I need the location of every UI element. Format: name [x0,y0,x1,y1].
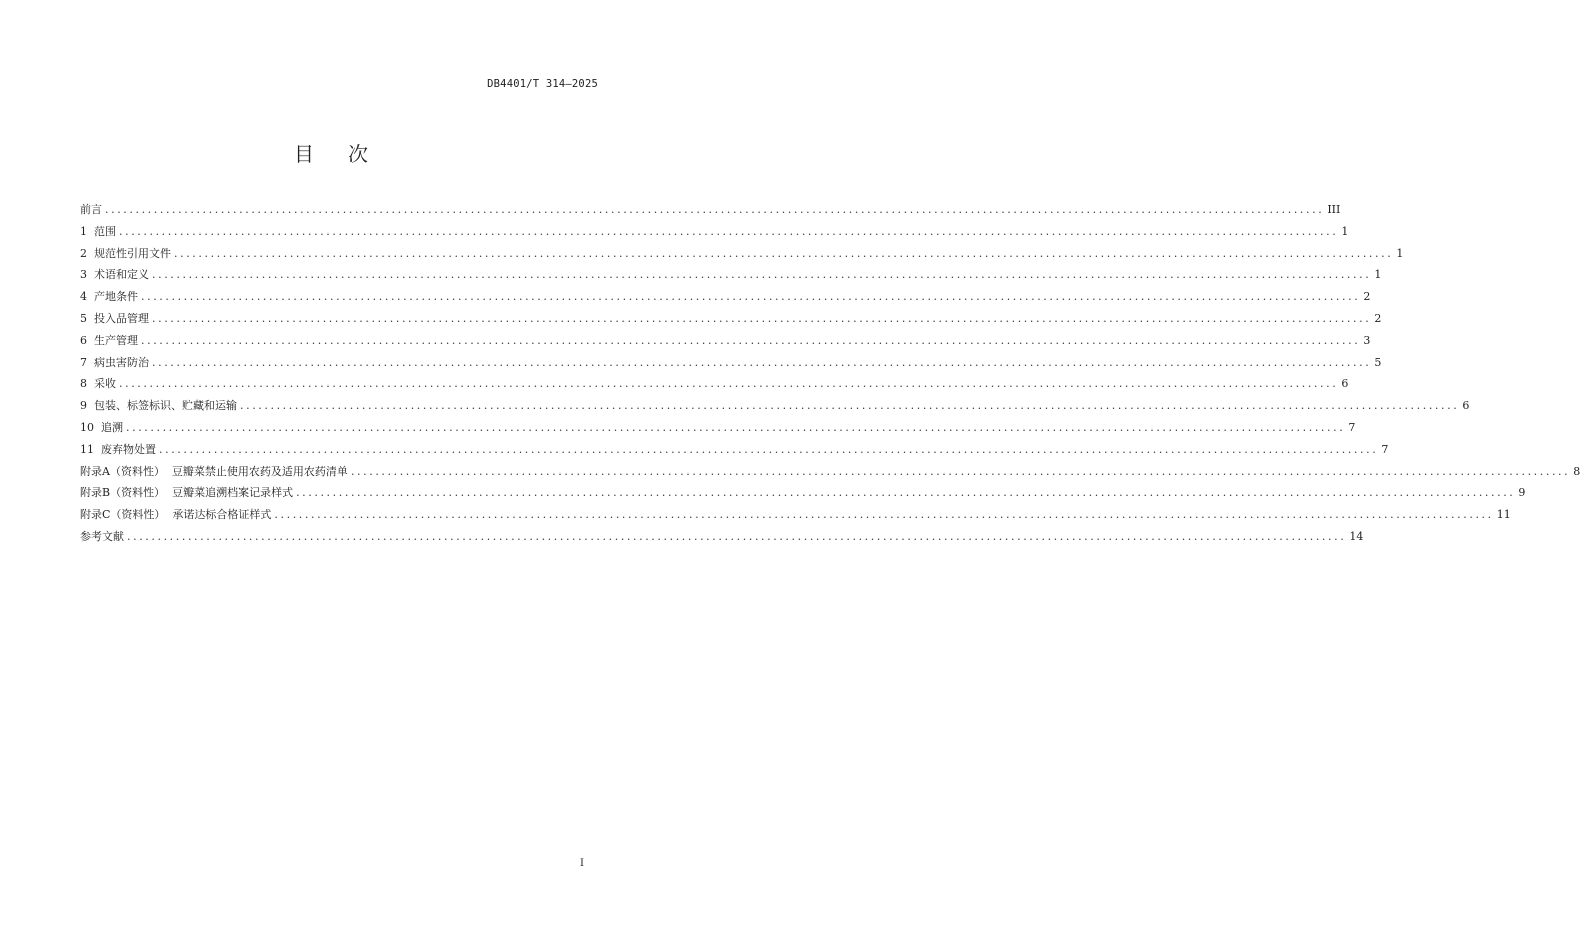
toc-entry-label: 9 包装、标签标识、贮藏和运输 [80,399,237,413]
toc-entry[interactable] [80,352,1382,374]
toc-entry[interactable] [80,243,1404,265]
toc-leader-dots: ........................................................................................................................................................................................................ [240,399,1460,413]
toc-leader-dots: ........................................................................................................................................................................................................ [141,290,1361,304]
toc-entry-label: 参考文献 [80,529,124,543]
toc-entry[interactable] [80,199,1341,221]
toc-leader-dots: ........................................................................................................................................................................................................ [119,377,1339,391]
toc-entry-label: 附录B（资料性） 豆瓣菜追溯档案记录样式 [80,486,294,500]
toc-entry-page: 6 [1341,377,1349,391]
toc-entry[interactable] [80,417,1356,439]
toc-entry-label: 8 采收 [80,377,116,391]
toc-entry-label: 6 生产管理 [80,333,138,347]
toc-entry[interactable] [80,264,1382,286]
toc-leader-dots: ........................................................................................................................................................................................................ [152,268,1372,282]
toc-entry-label: 2 规范性引用文件 [80,246,171,260]
toc-entry-label: 11 废弃物处置 [80,442,156,456]
table-of-contents [80,199,1580,548]
toc-entry-page: 11 [1496,508,1511,522]
toc-entry-page: 1 [1374,268,1382,282]
toc-entry-page: 14 [1349,529,1364,543]
toc-entry[interactable] [80,461,1580,483]
toc-entry-label: 3 术语和定义 [80,268,149,282]
toc-entry-page: 7 [1381,442,1389,456]
toc-leader-dots: ........................................................................................................................................................................................................ [296,486,1516,500]
toc-entry-page: 1 [1341,224,1349,238]
toc-leader-dots: ........................................................................................................................................................................................................ [152,355,1372,369]
toc-entry[interactable] [80,504,1511,526]
document-code: DB4401/T 314—2025 [487,78,598,90]
toc-leader-dots: ........................................................................................................................................................................................................ [119,224,1339,238]
toc-entry-label: 7 病虫害防治 [80,355,149,369]
toc-entry-page: 2 [1363,290,1371,304]
page-number: I [580,858,584,869]
toc-leader-dots: ........................................................................................................................................................................................................ [126,420,1346,434]
toc-entry[interactable] [80,395,1470,417]
toc-entry-label: 5 投入品管理 [80,311,149,325]
toc-leader-dots: ........................................................................................................................................................................................................ [159,442,1379,456]
toc-entry[interactable] [80,221,1349,243]
toc-entry[interactable] [80,330,1371,352]
toc-entry-page: 7 [1348,420,1356,434]
toc-entry[interactable] [80,482,1526,504]
toc-leader-dots: ........................................................................................................................................................................................................ [105,203,1325,216]
toc-entry-page: 1 [1396,246,1404,260]
toc-leader-dots: ........................................................................................................................................................................................................ [274,508,1494,522]
toc-entry-page: 3 [1363,333,1371,347]
toc-entry-page: 2 [1374,311,1382,325]
toc-leader-dots: ........................................................................................................................................................................................................ [350,464,1571,478]
toc-entry-label: 附录C（资料性） 承诺达标合格证样式 [80,508,272,522]
toc-entry-label: 附录A（资料性） 豆瓣菜禁止使用农药及适用农药清单 [80,464,348,478]
toc-entry-label: 前言 [80,203,102,216]
toc-leader-dots: ........................................................................................................................................................................................................ [141,333,1361,347]
toc-entry-label: 1 范围 [80,224,116,238]
toc-entry[interactable] [80,526,1364,548]
toc-entry[interactable] [80,286,1371,308]
toc-entry[interactable] [80,439,1389,461]
toc-entry-page: 8 [1573,464,1580,478]
toc-leader-dots: ........................................................................................................................................................................................................ [127,529,1347,543]
toc-entry-page: 5 [1374,355,1382,369]
toc-entry-page: 6 [1462,399,1470,413]
page-title: 目次 [294,142,402,166]
toc-entry-label: 4 产地条件 [80,290,138,304]
toc-entry-label: 10 追溯 [80,420,123,434]
toc-entry-page: 9 [1518,486,1526,500]
toc-leader-dots: ........................................................................................................................................................................................................ [152,311,1372,325]
toc-entry[interactable] [80,308,1382,330]
toc-entry[interactable] [80,373,1349,395]
toc-entry-page: III [1327,203,1341,216]
toc-leader-dots: ........................................................................................................................................................................................................ [174,246,1394,260]
